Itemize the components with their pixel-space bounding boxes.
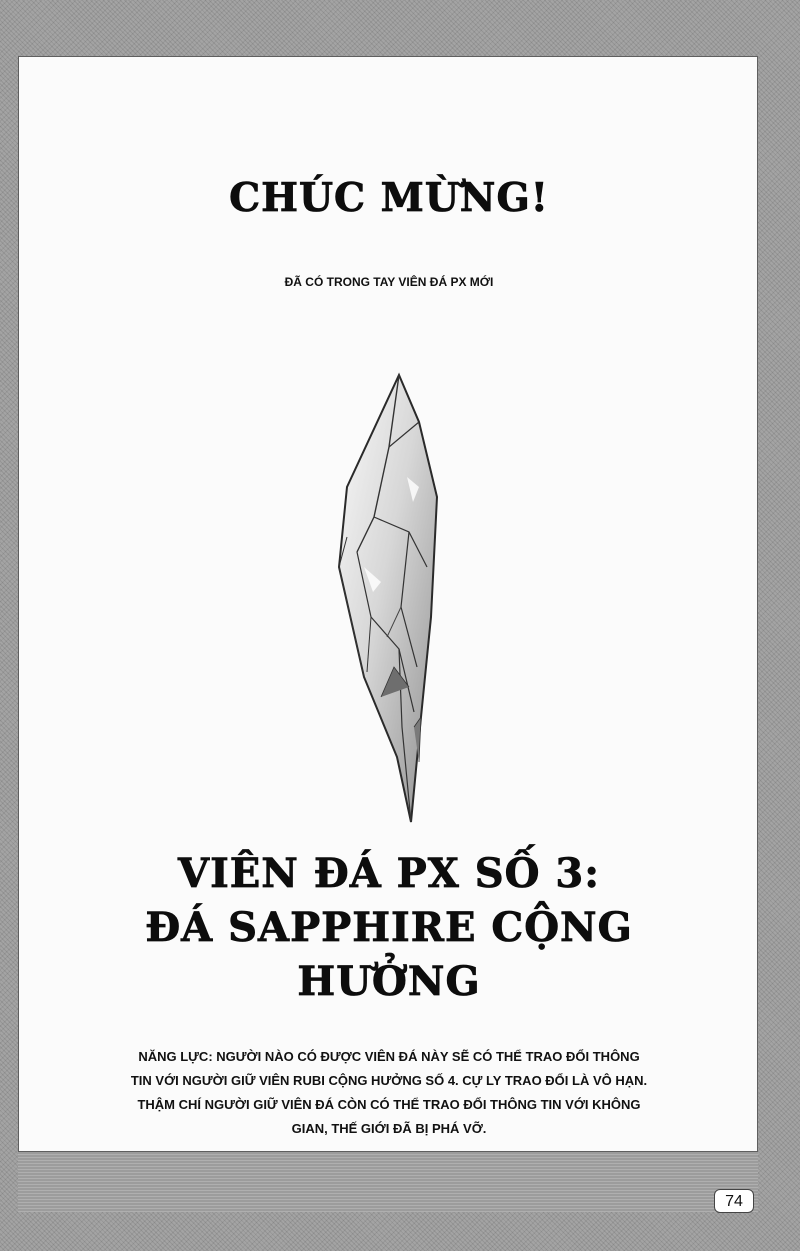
- ability-line: TIN VỚI NGƯỜI GIỮ VIÊN RUBI CỘNG HƯỞNG SỐ 4. CỰ LY TRAO ĐỔI LÀ VÔ HẠN.: [130, 1073, 648, 1088]
- paper-sheet: [18, 56, 758, 1152]
- scan-bottom-strip: [18, 1152, 758, 1212]
- stone-name-line: ĐÁ SAPPHIRE CỘNG: [145, 904, 633, 951]
- stone-name-heading: [19, 847, 759, 1009]
- stone-name-line: HƯỞNG: [297, 958, 481, 1005]
- page-subtitle: ĐÃ CÓ TRONG TAY VIÊN ĐÁ PX MỚI: [284, 275, 494, 289]
- ability-line: THẬM CHÍ NGƯỜI GIỮ VIÊN ĐÁ CÒN CÓ THỂ TRAO ĐỔI THÔNG TIN VỚI KHÔNG: [137, 1097, 641, 1112]
- page-number: 74: [714, 1189, 754, 1213]
- stone-name-line: VIÊN ĐÁ PX SỐ 3:: [178, 850, 600, 897]
- page-title: CHÚC MỪNG!: [229, 175, 549, 221]
- ability-line: NĂNG LỰC: NGƯỜI NÀO CÓ ĐƯỢC VIÊN ĐÁ NÀY SẼ CÓ THỂ TRAO ĐỔI THÔNG: [138, 1049, 640, 1064]
- ability-line: GIAN, THẾ GIỚI ĐÃ BỊ PHÁ VỠ.: [291, 1121, 487, 1136]
- crystal-icon: [269, 367, 469, 837]
- ability-description: [19, 1045, 759, 1141]
